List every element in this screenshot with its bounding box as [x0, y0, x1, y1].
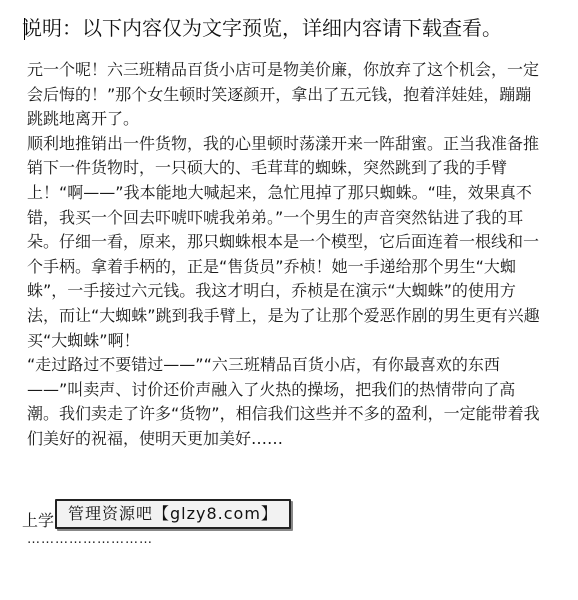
trailing-ellipsis: ………………………	[27, 532, 153, 547]
partial-line: 上学	[22, 511, 55, 530]
source-watermark-badge: 管理资源吧【glzy8.com】	[55, 499, 291, 529]
paragraph-3: “走过路过不要错过——”“六三班精品百货小店，有你最喜欢的东西——”叫卖声、讨价还价声融入了火热的操场，把我们的热情带向了高潮。我们卖走了许多“货物”，相信我们这些并不多的盈利，一定能带着我们美好的祝福，使明天更加美好……	[27, 355, 540, 448]
document-body	[27, 58, 545, 452]
paragraph-1: 元一个呢！六三班精品百货小店可是物美价廉，你放弃了这个机会，一定会后悔的！”那个女生顿时笑逐颜开，拿出了五元钱，抱着洋娃娃，蹦蹦跳跳地离开了。	[27, 60, 540, 129]
preview-notice: 说明：以下内容仅为文字预览，详细内容请下载查看。	[22, 16, 502, 40]
paragraph-2: 顺利地推销出一件货物，我的心里顿时荡漾开来一阵甜蜜。正当我准备推销下一件货物时，一只硕大的、毛茸茸的蜘蛛，突然跳到了我的手臂上！“啊——”我本能地大喊起来，急忙甩掉了那只蜘蛛。“哇，效果真不错，我买一个回去吓唬吓唬我弟弟。”一个男生的声音突然钻进了我的耳朵。仔细一看，原来，那只蜘蛛根本是一个模型，它后面连着一根线和一个手柄。拿着手柄的，正是“售货员”乔桢！她一手递给那个男生“大蜘蛛”，一手接过六元钱。我这才明白，乔桢是在演示“大蜘蛛”的使用方法，而让“大蜘蛛”跳到我手臂上，是为了让那个爱恶作剧的男生更有兴趣买“大蜘蛛”啊！	[27, 133, 540, 350]
